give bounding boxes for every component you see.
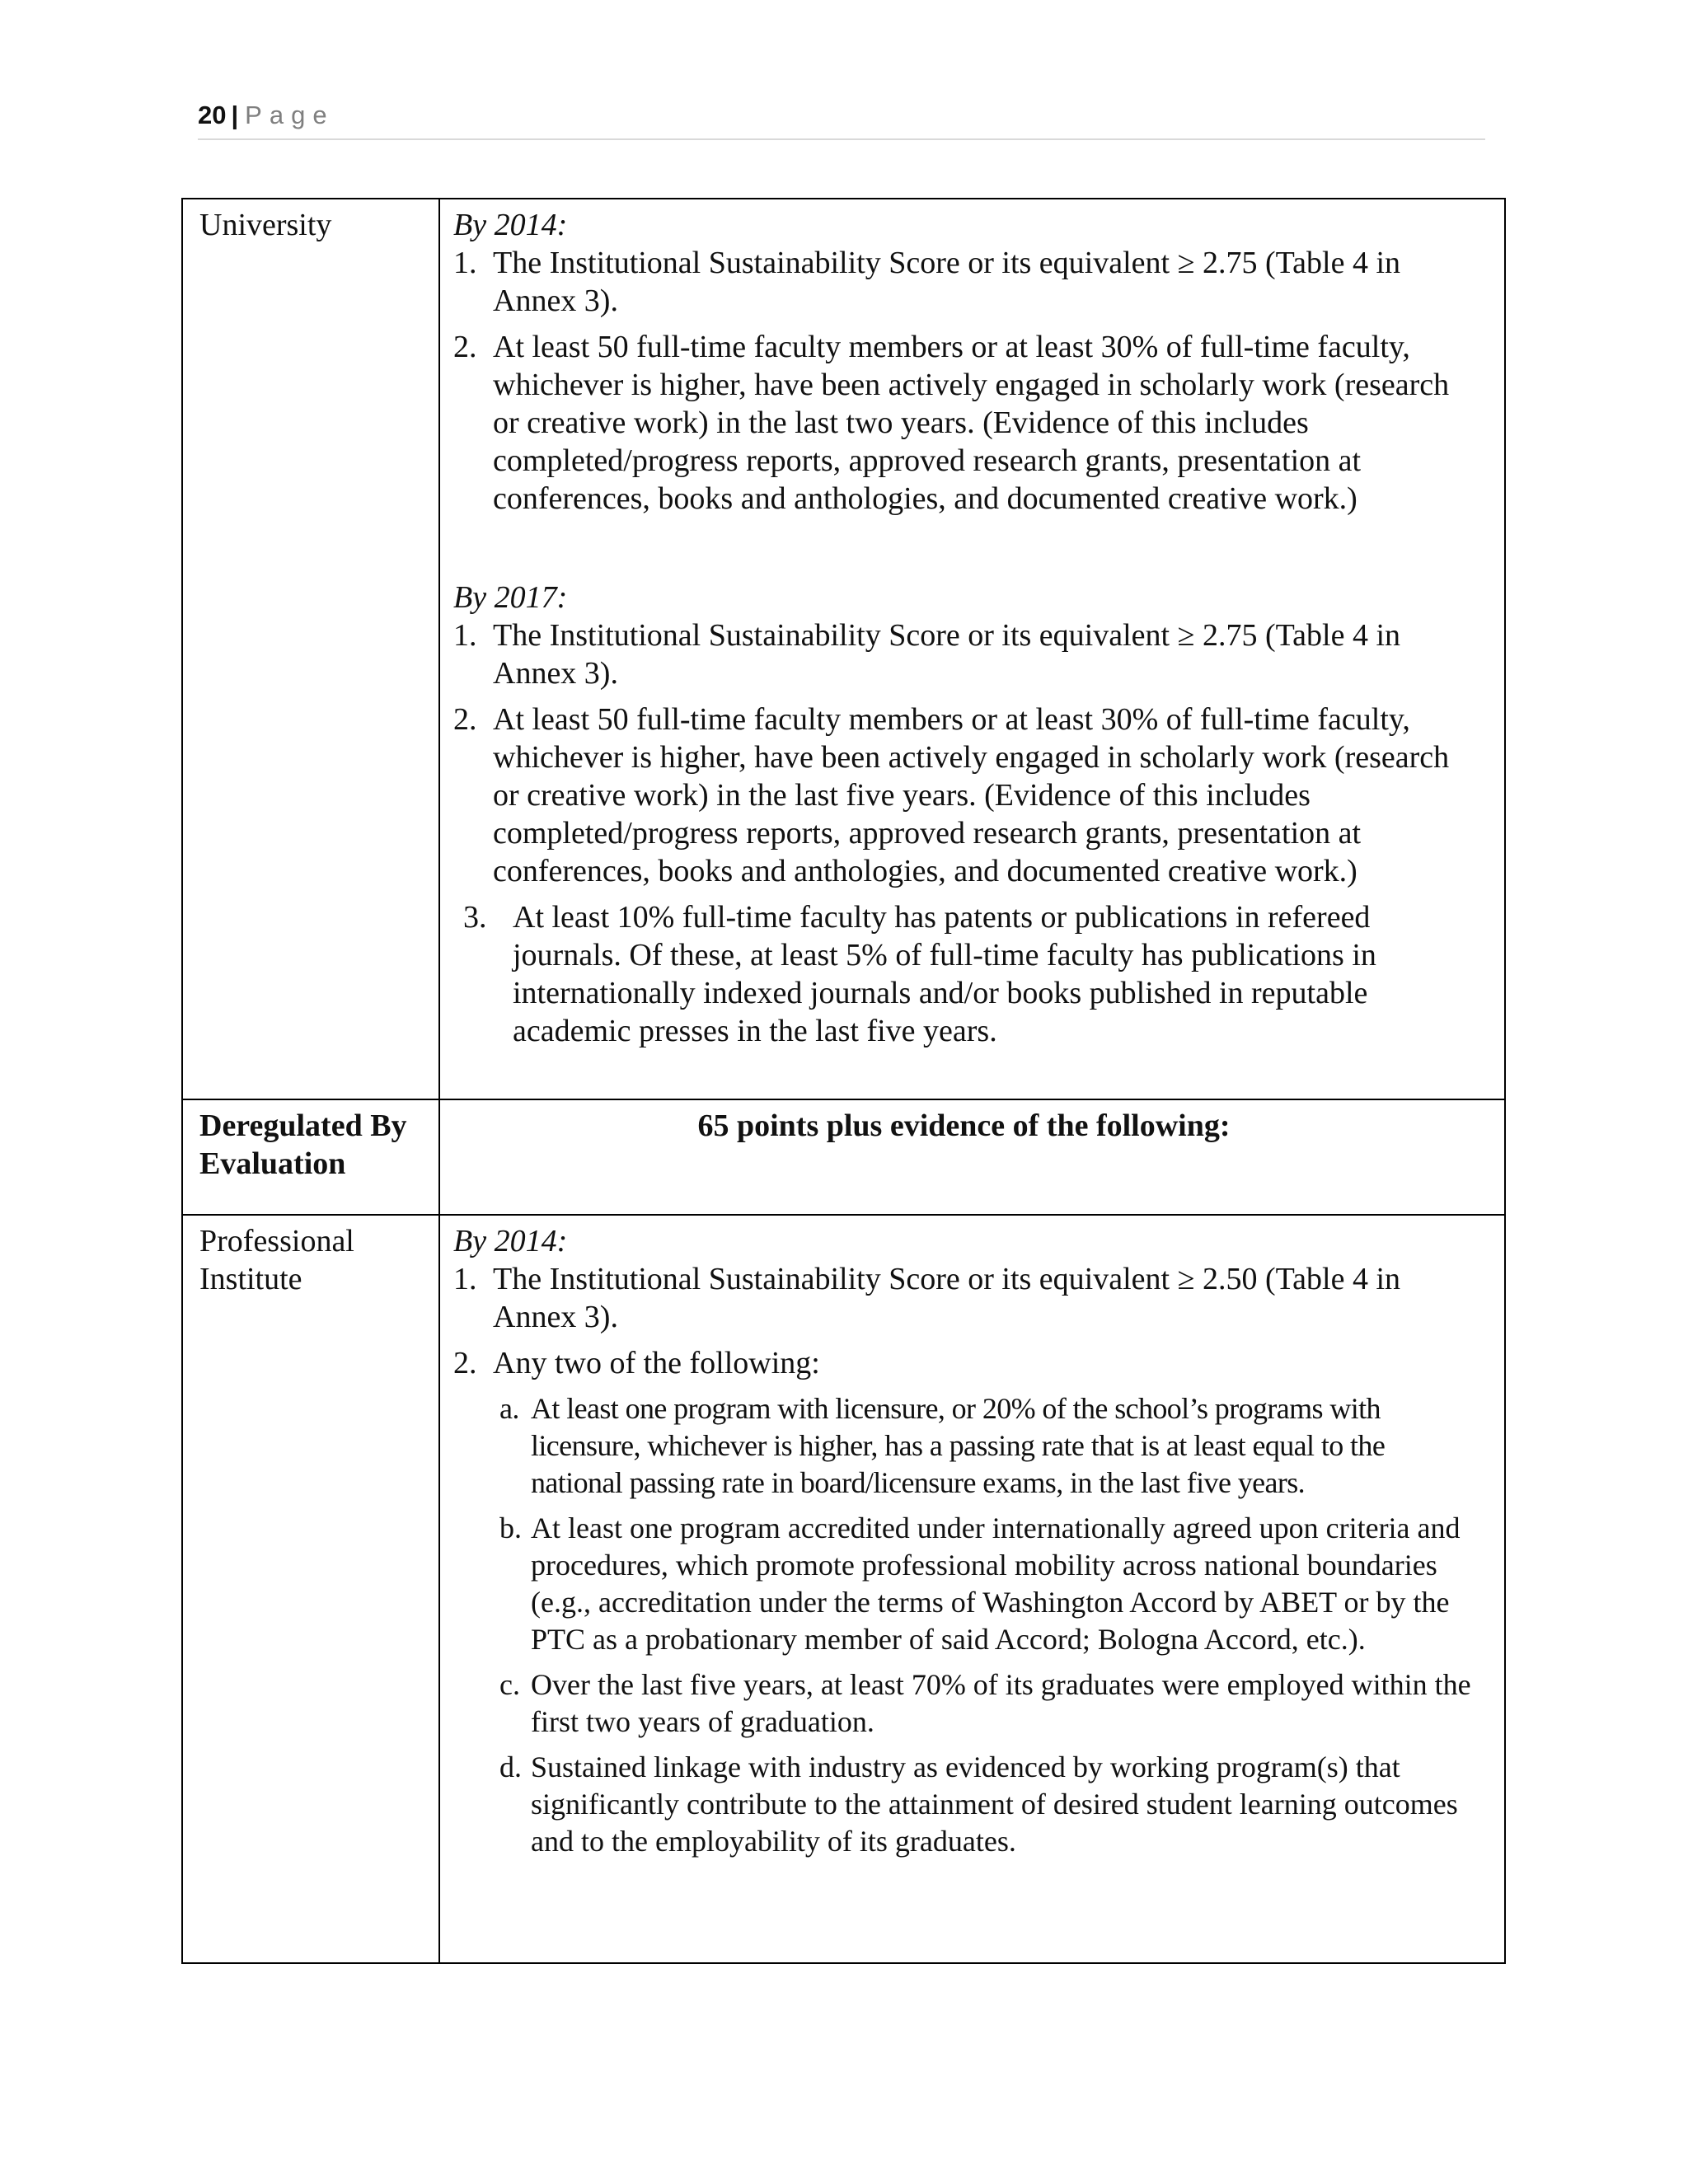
page-number: 20 xyxy=(198,101,227,129)
item-number: 2. xyxy=(453,1346,477,1380)
category-cell: Deregulated By Evaluation xyxy=(182,1099,439,1215)
item-text: Any two of the following: xyxy=(493,1346,820,1380)
list-item xyxy=(463,898,1475,1050)
list-item xyxy=(499,1390,1475,1502)
list-item xyxy=(453,616,1475,692)
period-label: By 2014: xyxy=(453,208,568,242)
item-letter: c. xyxy=(499,1668,520,1701)
criteria-cell xyxy=(439,1215,1505,1963)
item-text: Over the last five years, at least 70% of its graduates were employed within the first two years of graduation. xyxy=(531,1668,1471,1738)
list-item xyxy=(499,1666,1475,1741)
item-text: At least 50 full-time faculty members or at least 30% of full-time faculty, whichever is higher, have been actively engaged in scholarly work (research or creative work) in the last two years. (Evidence of this includes completed/progress reports, approved research grants, presentation at conferences, books and anthologies, and documented creative work.) xyxy=(493,330,1450,516)
item-number: 2. xyxy=(453,702,477,737)
header-separator: | xyxy=(231,101,239,129)
list-item xyxy=(499,1749,1475,1860)
list-item xyxy=(499,1510,1475,1658)
item-text: At least one program accredited under internationally agreed upon criteria and procedures, which promote professional mobility across national boundaries (e.g., accreditation under the terms of Washington Accord by ABET or by the PTC as a probationary member of said Accord; Bologna Accord, etc.). xyxy=(531,1511,1461,1656)
item-text: Sustained linkage with industry as evidenced by working program(s) that significantly contribute to the attainment of desired student learning outcomes and to the employability of its graduates. xyxy=(531,1750,1458,1858)
item-letter: a. xyxy=(499,1392,519,1425)
category-cell: Professional Institute xyxy=(182,1215,439,1963)
item-number: 3. xyxy=(463,900,487,935)
period-label: By 2014: xyxy=(453,1224,568,1258)
period-label: By 2017: xyxy=(453,580,568,615)
list-item xyxy=(453,1344,1475,1382)
item-number: 2. xyxy=(453,330,477,364)
item-text: At least 10% full-time faculty has patents or publications in refereed journals. Of these, at least 5% of full-time faculty has publications in internationally indexed journals and/or books published in reputable academic presses in the last five years. xyxy=(513,900,1376,1048)
table-row-deregulated xyxy=(182,1099,1505,1215)
item-text: At least one program with licensure, or 20% of the school’s programs with licensure, whichever is higher, has a passing rate that is at least equal to the national passing rate in board/licensure exams, in the last five years. xyxy=(531,1392,1386,1499)
list-item xyxy=(453,244,1475,320)
page-label: Page xyxy=(245,101,335,129)
criteria-list xyxy=(453,616,1475,1050)
item-text: At least 50 full-time faculty members or at least 30% of full-time faculty, whichever is higher, have been actively engaged in scholarly work (research or creative work) in the last five years. (Evidence of this includes completed/progress reports, approved research grants, presentation at conferences, books and anthologies, and documented creative work.) xyxy=(493,702,1450,888)
table-row-university xyxy=(182,199,1505,1099)
sub-list xyxy=(499,1390,1475,1860)
criteria-table xyxy=(181,198,1506,1964)
criteria-cell xyxy=(439,199,1505,1099)
item-number: 1. xyxy=(453,1262,477,1296)
list-item xyxy=(453,328,1475,518)
item-text: The Institutional Sustainability Score or its equivalent ≥ 2.50 (Table 4 in Annex 3). xyxy=(493,1262,1400,1334)
category-cell: University xyxy=(182,199,439,1099)
item-number: 1. xyxy=(453,618,477,653)
item-letter: d. xyxy=(499,1750,522,1783)
item-number: 1. xyxy=(453,246,477,280)
item-letter: b. xyxy=(499,1511,522,1544)
spacer xyxy=(453,526,1475,579)
criteria-list xyxy=(453,1260,1475,1382)
table-row-professional xyxy=(182,1215,1505,1963)
item-text: The Institutional Sustainability Score or its equivalent ≥ 2.75 (Table 4 in Annex 3). xyxy=(493,618,1400,691)
list-item xyxy=(453,701,1475,890)
criteria-list xyxy=(453,244,1475,518)
item-text: The Institutional Sustainability Score or its equivalent ≥ 2.75 (Table 4 in Annex 3). xyxy=(493,246,1400,318)
page-header xyxy=(198,101,1485,140)
section-heading: 65 points plus evidence of the following: xyxy=(439,1099,1505,1215)
list-item xyxy=(453,1260,1475,1336)
